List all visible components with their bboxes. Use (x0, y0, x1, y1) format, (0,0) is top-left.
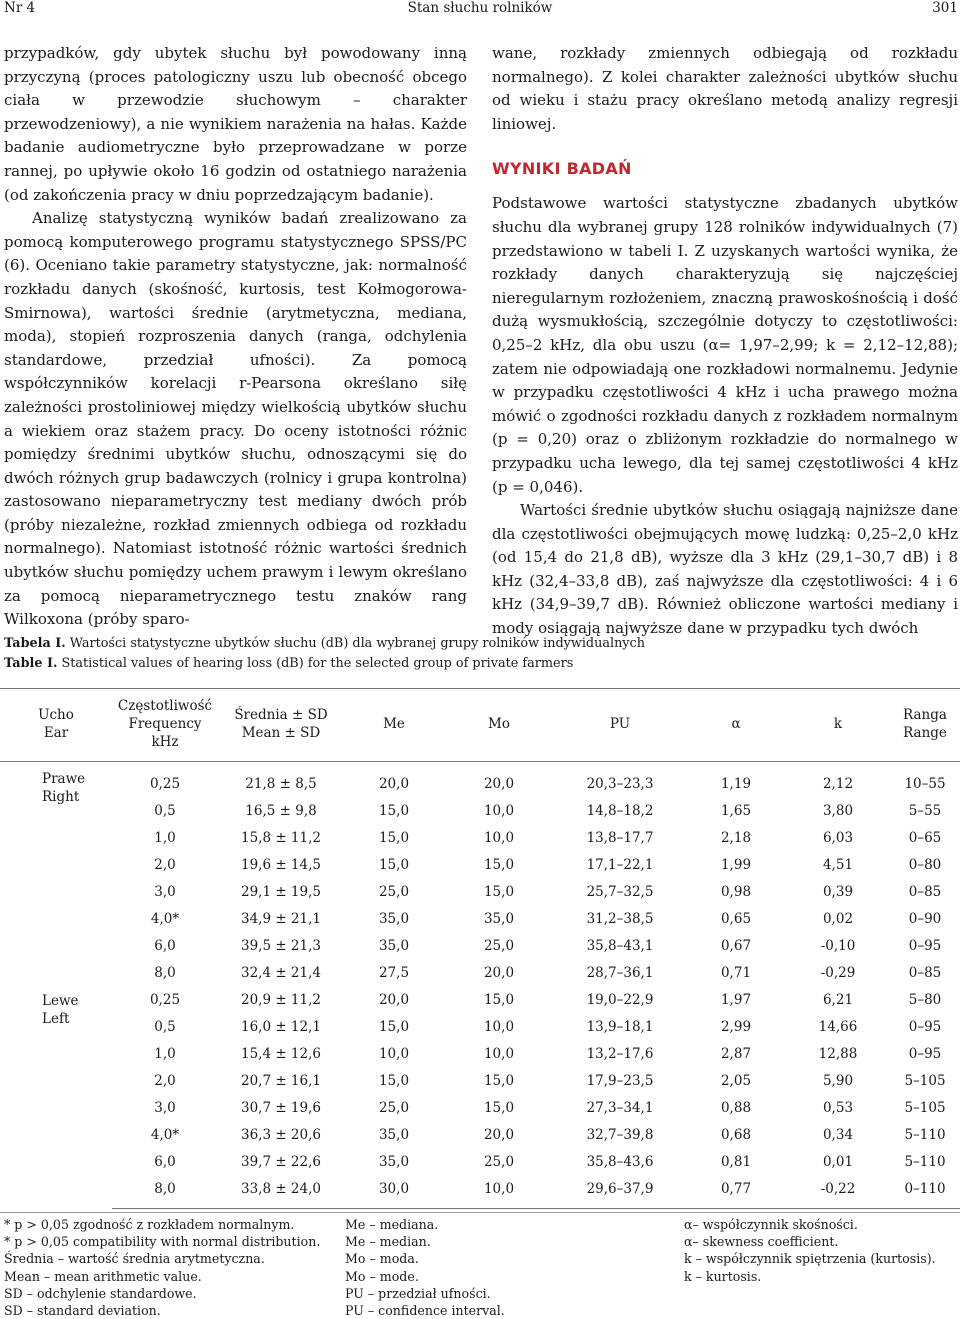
cell-ci: 20,3–23,3 (586, 775, 654, 792)
cell-ci: 13,2–17,6 (586, 1045, 654, 1062)
cell-freq: 0,5 (154, 802, 176, 819)
cell-mode: 10,0 (483, 1045, 515, 1062)
cell-skewness: 2,99 (720, 1018, 752, 1035)
cell-freq: 2,0 (154, 1072, 176, 1089)
table-row (0, 959, 960, 986)
cell-mode: 10,0 (483, 802, 515, 819)
footnote-line: PU – przedział ufności. (345, 1285, 491, 1301)
table-row (0, 1067, 960, 1094)
cell-ci: 32,7–39,8 (586, 1126, 654, 1143)
cell-range: 0–85 (908, 883, 942, 900)
header-mode: Mo (488, 716, 510, 732)
footnote-line: SD – odchylenie standardowe. (4, 1285, 197, 1301)
cell-mean: 34,9 ± 21,1 (240, 910, 321, 927)
cell-range: 0–65 (908, 829, 942, 846)
cell-range: 0–95 (908, 1045, 942, 1062)
cell-range: 0–90 (908, 910, 942, 927)
footnote-line: Mo – mode. (345, 1268, 419, 1284)
cell-kurtosis: 12,88 (818, 1045, 858, 1062)
header-ear: Ucho Ear (38, 707, 74, 741)
cell-ci: 31,2–38,5 (586, 910, 654, 927)
cell-skewness: 1,19 (720, 775, 752, 792)
cell-mean: 29,1 ± 19,5 (240, 883, 321, 900)
cell-ci: 29,6–37,9 (554, 1175, 686, 1209)
cell-kurtosis: 3,80 (822, 802, 854, 819)
footnotes-column-1 (4, 1216, 320, 1319)
cell-kurtosis: -0,22 (786, 1175, 890, 1209)
caption-label-pl: Tabela I. (4, 636, 66, 651)
cell-freq: 2,0 (154, 856, 176, 873)
cell-freq: 1,0 (154, 1045, 176, 1062)
cell-median: 15,0 (378, 1072, 410, 1089)
cell-median: 20,0 (378, 775, 410, 792)
footnote-line: k – kurtosis. (684, 1268, 762, 1284)
header-mean: Średnia ± SD Mean ± SD (234, 707, 328, 741)
cell-mode: 25,0 (483, 1153, 515, 1170)
right-column (492, 42, 958, 641)
cell-kurtosis: 2,12 (822, 775, 854, 792)
cell-range: 5–110 (904, 1126, 946, 1143)
table-footnotes (0, 1212, 960, 1319)
table-row (0, 851, 960, 878)
table-row (0, 1094, 960, 1121)
header-range: Ranga Range (903, 707, 947, 741)
cell-freq: 0,5 (154, 1018, 176, 1035)
header-confidence-interval: PU (609, 716, 631, 732)
header-frequency: Częstotliwość Frequency kHz (117, 698, 213, 750)
cell-range: 5–55 (908, 802, 942, 819)
article-short-title: Stan słuchu rolników (407, 0, 553, 16)
cell-mode: 20,0 (483, 775, 515, 792)
cell-kurtosis: 0,53 (822, 1099, 854, 1116)
cell-mode: 15,0 (483, 856, 515, 873)
cell-skewness: 2,87 (720, 1045, 752, 1062)
cell-freq: 4,0* (150, 910, 180, 927)
paragraph: przypadków, gdy ubytek słuchu był powodowany inną przyczyną (proces patologiczny uszu lub obecność obcego ciała w przewodzie słuchowym – charakter przewodzeniowy), a nie wynikiem narażenia na hałas. Każde badanie audiometryczne było przeprowadzane w porze rannej, po upływie około 16 godzin od ostatniego narażenia (od zakończenia pracy w dniu poprzedzającym badanie). (4, 44, 467, 204)
ear-label: Prawe Right (42, 771, 86, 805)
cell-freq: 8,0 (112, 1175, 218, 1209)
paragraph: Podstawowe wartości statystyczne zbadanych ubytków słuchu dla wybranej grupy 128 rolników indywidualnych (7) przedstawiono w tabeli I. Z uzyskanych wartości wynika, że rozkłady danych charakteryzują się najczęściej nieregularnym rozłożeniem, znaczną prawoskośnością i dość dużą wysmukłością, szczególnie dotyczy to częstotliwości: 0,25–2 kHz, dla obu uszu (α= 1,97–2,99; k = 2,12–12,88); zatem nie odpowiadają one rozkładowi normalnemu. Jedynie w przypadku częstotliwości 4 kHz i ucha prawego można mówić o zgodności rozkładu danych z rozkładem normalnym (p = 0,20) oraz o zbliżonym rozkładzie do normalnego w przypadku ucha lewego, dla tej samej częstotliwości 4 kHz (p = 0,046). (492, 194, 958, 496)
page-number: 301 (932, 0, 958, 16)
cell-ci: 35,8–43,6 (586, 1153, 654, 1170)
cell-skewness: 0,98 (720, 883, 752, 900)
caption-label-en: Table I. (4, 656, 58, 671)
cell-skewness: 2,05 (720, 1072, 752, 1089)
cell-median: 15,0 (378, 856, 410, 873)
cell-skewness: 0,77 (686, 1175, 786, 1209)
cell-skewness: 1,99 (720, 856, 752, 873)
cell-mode: 35,0 (483, 910, 515, 927)
table-row (0, 824, 960, 851)
caption-text-en: Statistical values of hearing loss (dB) for the selected group of private farmers (57, 656, 574, 671)
cell-kurtosis: 0,02 (822, 910, 854, 927)
cell-kurtosis: 4,51 (822, 856, 854, 873)
cell-freq: 3,0 (154, 883, 176, 900)
cell-kurtosis: 14,66 (818, 1018, 858, 1035)
cell-range: 5–110 (904, 1153, 946, 1170)
cell-skewness: 0,67 (720, 937, 752, 954)
cell-median: 27,5 (378, 964, 410, 981)
cell-mode: 20,0 (483, 964, 515, 981)
cell-freq: 6,0 (154, 937, 176, 954)
cell-ci: 25,7–32,5 (586, 883, 654, 900)
footnote-line: * p > 0,05 zgodność z rozkładem normalnym. (4, 1217, 295, 1232)
cell-kurtosis: 0,34 (822, 1126, 854, 1143)
cell-mode: 15,0 (483, 991, 515, 1008)
cell-median: 20,0 (378, 991, 410, 1008)
cell-skewness: 0,65 (720, 910, 752, 927)
table-row (0, 932, 960, 959)
section-heading: WYNIKI BADAŃ (492, 159, 632, 179)
cell-median: 15,0 (378, 802, 410, 819)
cell-freq: 0,25 (149, 775, 181, 792)
header-skewness: α (731, 716, 741, 732)
cell-mode: 10,0 (483, 1018, 515, 1035)
cell-range: 5–105 (904, 1072, 946, 1089)
footnote-line: Me – mediana. (345, 1217, 439, 1232)
cell-freq: 0,25 (149, 991, 181, 1008)
footnote-line: PU – confidence interval. (345, 1303, 505, 1319)
cell-skewness: 1,65 (720, 802, 752, 819)
cell-range: 0–85 (908, 964, 942, 981)
journal-issue: Nr 4 (4, 0, 36, 16)
cell-mean: 20,9 ± 11,2 (240, 991, 321, 1008)
cell-mean: 16,0 ± 12,1 (240, 1018, 321, 1035)
cell-median: 35,0 (378, 1153, 410, 1170)
cell-median: 35,0 (378, 937, 410, 954)
footnote-line: k – współczynnik spiętrzenia (kurtosis). (684, 1251, 936, 1267)
cell-kurtosis: 5,90 (822, 1072, 854, 1089)
cell-median: 15,0 (378, 829, 410, 846)
footnote-line: SD – standard deviation. (4, 1303, 161, 1319)
cell-mean: 39,7 ± 22,6 (240, 1153, 321, 1170)
table-body (0, 762, 960, 1209)
cell-ci: 13,8–17,7 (586, 829, 654, 846)
cell-ci: 28,7–36,1 (586, 964, 654, 981)
cell-freq: 3,0 (154, 1099, 176, 1116)
cell-mode: 10,0 (483, 829, 515, 846)
cell-median: 15,0 (378, 1018, 410, 1035)
footnote-line: Mo – moda. (345, 1251, 419, 1267)
results-table (0, 688, 960, 1209)
cell-ci: 27,3–34,1 (586, 1099, 654, 1116)
cell-mean: 30,7 ± 19,6 (240, 1099, 321, 1116)
table-row (0, 1175, 960, 1209)
cell-skewness: 0,68 (720, 1126, 752, 1143)
cell-ci: 14,8–18,2 (586, 802, 654, 819)
caption-text-pl: Wartości statystyczne ubytków słuchu (dB) dla wybranej grupy rolników indywidualnych (65, 636, 645, 651)
cell-mode: 15,0 (483, 1099, 515, 1116)
cell-kurtosis: 6,21 (822, 991, 854, 1008)
cell-range: 5–105 (904, 1099, 946, 1116)
footnote-line: Średnia – wartość średnia arytmetyczna. (4, 1251, 265, 1267)
running-head (0, 0, 960, 22)
table-row (0, 1040, 960, 1067)
ear-label: Lewe Left (42, 993, 79, 1027)
cell-kurtosis: 6,03 (822, 829, 854, 846)
table-row (0, 878, 960, 905)
table-row (0, 1148, 960, 1175)
cell-range: 0–80 (908, 856, 942, 873)
footnotes-column-3 (684, 1216, 936, 1285)
table-row (0, 762, 960, 798)
cell-range: 5–80 (908, 991, 942, 1008)
paragraph: wane, rozkłady zmiennych odbiegają od rozkładu normalnego). Z kolei charakter zależności ubytków słuchu od wieku i stażu pracy określano metodą analizy regresji liniowej. (492, 44, 958, 133)
cell-range: 0–110 (890, 1175, 960, 1209)
cell-mean: 39,5 ± 21,3 (240, 937, 321, 954)
cell-freq: 4,0* (150, 1126, 180, 1143)
cell-freq: 8,0 (154, 964, 176, 981)
cell-median: 25,0 (378, 883, 410, 900)
cell-mean: 33,8 ± 24,0 (218, 1175, 344, 1209)
cell-ci: 35,8–43,1 (586, 937, 654, 954)
footnote-line: Mean – mean arithmetic value. (4, 1268, 202, 1284)
left-column (4, 42, 467, 632)
cell-range: 0–95 (908, 1018, 942, 1035)
cell-mean: 15,4 ± 12,6 (240, 1045, 321, 1062)
cell-median: 35,0 (378, 910, 410, 927)
cell-mean: 15,8 ± 11,2 (240, 829, 321, 846)
table-row (0, 1013, 960, 1040)
cell-ci: 17,9–23,5 (586, 1072, 654, 1089)
cell-ci: 17,1–22,1 (586, 856, 654, 873)
cell-mean: 21,8 ± 8,5 (245, 775, 317, 792)
cell-mean: 16,5 ± 9,8 (245, 802, 317, 819)
footnote-line: Me – median. (345, 1234, 431, 1250)
cell-mode: 10,0 (444, 1175, 554, 1209)
paragraph: Wartości średnie ubytków słuchu osiągają najniższe dane dla częstotliwości obejmujących mowę ludzką: 0,25–2,0 kHz (od 15,4 do 21,8 dB), wyższe dla 3 kHz (29,1–30,7 dB) i 8 kHz (32,4–33,8 dB), zaś najwyższe dla częstotliwości: 4 i 6 kHz (34,9–39,7 dB). Również obliczone wartości mediany i mody osiągają najwyższe dane w przypadku tych dwóch (492, 501, 958, 638)
cell-median: 10,0 (378, 1045, 410, 1062)
cell-mode: 15,0 (483, 1072, 515, 1089)
cell-median: 25,0 (378, 1099, 410, 1116)
cell-kurtosis: 0,39 (822, 883, 854, 900)
cell-mode: 25,0 (483, 937, 515, 954)
table-row (0, 986, 960, 1013)
table-row (0, 1121, 960, 1148)
footnote-line: α– współczynnik skośności. (684, 1217, 858, 1232)
cell-skewness: 2,18 (720, 829, 752, 846)
cell-mean: 32,4 ± 21,4 (240, 964, 321, 981)
cell-skewness: 0,71 (720, 964, 752, 981)
header-kurtosis: k (833, 716, 843, 732)
table-caption (4, 634, 954, 674)
cell-mean: 19,6 ± 14,5 (240, 856, 321, 873)
cell-kurtosis: -0,29 (820, 964, 856, 981)
paragraph: Analizę statystyczną wyników badań zrealizowano za pomocą komputerowego programu statystycznego SPSS/PC (6). Oceniano takie parametry statystyczne, jak: normalność rozkładu danych (skośność, kurtosis, test Kołmogorowa-Smirnowa), wartości średnie (arytmetyczna, mediana, moda), stopień rozproszenia danych (ranga, odchylenia standardowe, przedział ufności). Za pomocą współczynników korelacji r-Pearsona określano siłę zależności prostoliniowej między wielkością ubytków słuchu a wiekiem oraz stażem pracy. Do oceny istotności różnic pomiędzy średnimi ubytków słuchu, odnoszącymi się do dwóch różnych grup badawczych (rolnicy i grupa kontrolna) zastosowano nieparametryczny test mediany dwóch prób (próby niezależne, rozkład zmiennych odbiega od rozkładu normalnego). Natomiast istotność różnic wartości średnich ubytków słuchu pomiędzy uchem prawym i lewym określano za pomocą nieparametrycznego testu znaków rang Wilkoxona (próby sparo- (4, 209, 467, 629)
cell-kurtosis: -0,10 (820, 937, 856, 954)
table-header-row (0, 689, 960, 762)
footnotes-column-2 (345, 1216, 505, 1319)
table-row (0, 905, 960, 932)
cell-median: 35,0 (378, 1126, 410, 1143)
cell-mode: 15,0 (483, 883, 515, 900)
results-table-wrap (0, 688, 960, 1209)
cell-ci: 13,9–18,1 (586, 1018, 654, 1035)
cell-skewness: 0,81 (720, 1153, 752, 1170)
cell-freq: 1,0 (154, 829, 176, 846)
table-row (0, 797, 960, 824)
cell-range: 0–95 (908, 937, 942, 954)
cell-skewness: 0,88 (720, 1099, 752, 1116)
cell-mean: 36,3 ± 20,6 (240, 1126, 321, 1143)
cell-ci: 19,0–22,9 (586, 991, 654, 1008)
footnote-line: * p > 0,05 compatibility with normal distribution. (4, 1234, 321, 1250)
header-median: Me (383, 716, 405, 732)
footnote-line: α– skewness coefficient. (684, 1234, 839, 1250)
cell-freq: 6,0 (154, 1153, 176, 1170)
cell-range: 10–55 (904, 775, 946, 792)
cell-median: 30,0 (344, 1175, 444, 1209)
cell-mean: 20,7 ± 16,1 (240, 1072, 321, 1089)
cell-kurtosis: 0,01 (822, 1153, 854, 1170)
cell-skewness: 1,97 (720, 991, 752, 1008)
cell-mode: 20,0 (483, 1126, 515, 1143)
